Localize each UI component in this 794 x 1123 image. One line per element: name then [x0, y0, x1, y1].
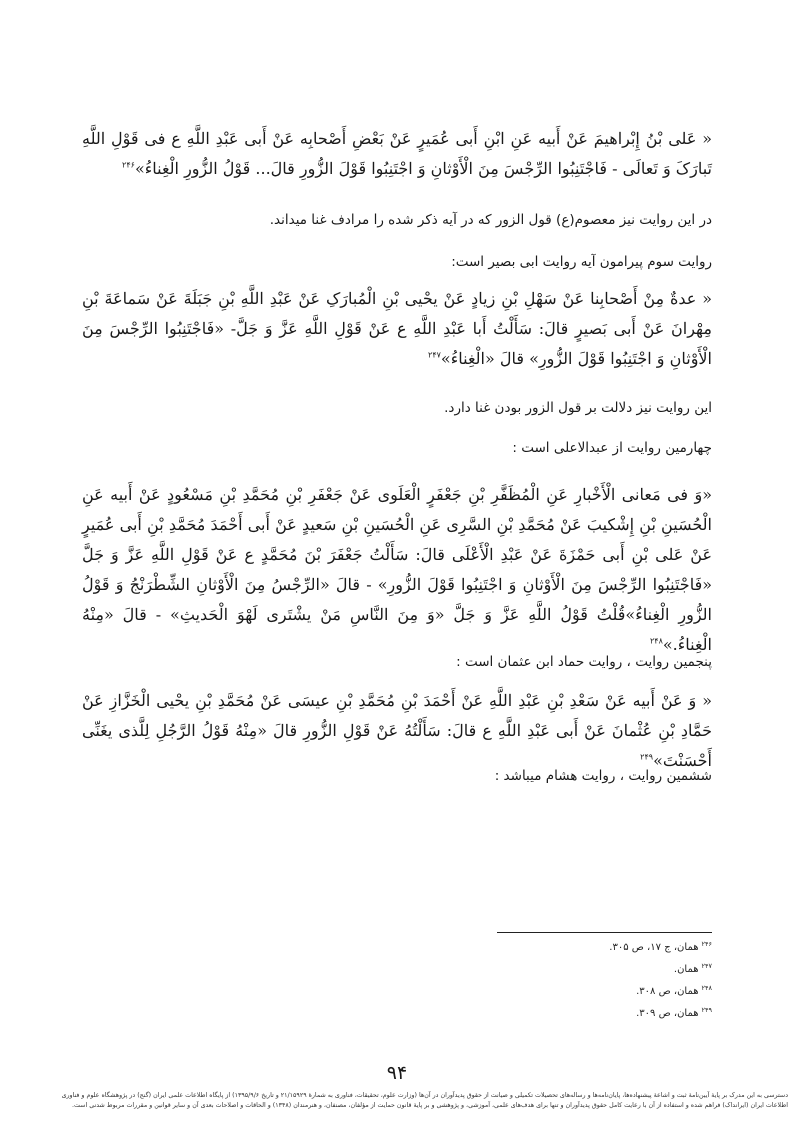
footnote-ref[interactable]: ۲۴۶ — [122, 160, 135, 170]
footnote-ref[interactable]: ۲۴۹ — [640, 752, 654, 762]
section-heading-5: پنجمین روایت ، روایت حماد ابن عثمان است : — [456, 654, 712, 670]
footnote-item: $^{۲۴۹}$همان، ص ۳۰۹. — [636, 1005, 712, 1019]
section-heading-3: روایت سوم پیرامون آیه روایت ابی بصیر است: — [451, 254, 712, 270]
hadith-paragraph-3: «وَ فی مَعانی الْأَخْبارِ عَنِ الْمُظَفَّرِ بْنِ جَعْفَرٍ الْعَلَوی عَنْ جَعْفَرِ بْنِ مُحَمَّدِ بْنِ مَسْعُودٍ عَنْ أَبیه عَنِ الْحُسَینِ بْنِ إِشْکیبَ عَنْ مُحَمَّدِ بْنِ السَّرِی عَنِ الْحُسَینِ بْنِ سَعیدٍ عَنْ أَبی أَحْمَدَ مُحَمَّدِ بْنِ أَبی عُمَیرٍ عَنْ عَلی بْنِ أَبی حَمْزَةَ عَنْ عَبْدِ الْأَعْلَی قالَ: سَأَلْتُ جَعْفَرَ بْنَ مُحَمَّدٍ ع عَنْ قَوْلِ اللَّهِ عَزَّ وَ جَلَّ «فَاجْتَنِبُوا الرِّجْسَ مِنَ الْأَوْثانِ وَ اجْتَنِبُوا قَوْلَ الزُّورِ» - قالَ «الرِّجْسُ مِنَ الْأَوْثانِ الشِّطْرَنْجُ وَ قَوْلُ الزُّورِ الْغِناءُ»قُلْتُ قَوْلُ اللَّهِ عَزَّ وَ جَلَّ «وَ مِنَ النَّاسِ مَنْ یشْتَری لَهْوَ الْحَدیثِ» - قالَ «مِنْهُ الْغِناءُ.»$^{۲۴۸}$ — [82, 485, 713, 654]
footnote-item: $^{۲۴۷}$همان. — [673, 961, 712, 975]
footnotes — [460, 938, 712, 1028]
hadith-paragraph-4: « وَ عَنْ أَبیه عَنْ سَعْدِ بْنِ عَبْدِ اللَّهِ عَنْ أَحْمَدَ بْنِ مُحَمَّدِ بْنِ عیسَی عَنْ مُحَمَّدِ بْنِ یحْیی الْخَزَّازِ عَنْ حَمَّادِ بْنِ عُثْمانَ عَنْ أَبی عَبْدِ اللَّهِ ع قالَ: سَأَلْتُهُ عَنْ قَوْلِ الزُّورِ قالَ «مِنْهُ قَوْلُ الرَّجُلِ لِلَّذی یغَنِّی أَحْسَنْتَ»$^{۲۴۹}$ — [82, 691, 712, 770]
commentary-paragraph-1: در این روایت نیز معصوم(ع) قول الزور که در آیه ذکر شده را مرادف غنا میداند. — [269, 212, 712, 228]
footnote-item: $^{۲۴۶}$همان، ج ۱۷، ص ۳۰۵. — [609, 939, 712, 953]
footnote-separator — [497, 932, 712, 933]
footnote-item: $^{۲۴۸}$همان، ص ۳۰۸. — [636, 983, 712, 997]
section-heading-4: چهارمین روایت از عبدالاعلی است : — [512, 440, 712, 456]
commentary-paragraph-2: این روایت نیز دلالت بر قول الزور بودن غنا دارد. — [444, 400, 712, 416]
copyright-footer — [6, 1091, 788, 1111]
footer-line: اطلاعات ایران (ایرانداک) فراهم شده و استفاده از آن با رعایت کامل حقوق پدیدآوران و تنها برای هدف‌های علمی، آموزشی، و پژوهشی و بر پایهٔ قانون حمایت از مؤلفان، مصنفان، و هنرمندان (۱۳۴۸) و الحاقات و اصلاحات بعدی آن و سایر قوانین و مقررات مربوط شدنی است. — [72, 1102, 788, 1109]
footnote-ref[interactable]: ۲۴۸ — [649, 636, 663, 646]
section-heading-6: ششمین روایت ، روایت هشام میباشد : — [494, 768, 712, 784]
page-number: ۹۴ — [386, 1062, 408, 1084]
hadith-paragraph-2: « عدةٌ مِنْ أَصْحابِنا عَنْ سَهْلِ بْنِ زیادٍ عَنْ یحْیی بْنِ الْمُبارَکِ عَنْ عَبْدِ اللَّهِ بْنِ جَبَلَةَ عَنْ سَماعَةَ بْنِ مِهْرانَ عَنْ أَبی بَصیرٍ قالَ: سَأَلْتُ أَبا عَبْدِ اللَّهِ ع عَنْ قَوْلِ اللَّهِ عَزَّ وَ جَلَّ- «فَاجْتَنِبُوا الرِّجْسَ مِنَ الْأَوْثانِ وَ اجْتَنِبُوا قَوْلَ الزُّورِ» قالَ «الْغِناءُ»$^{۲۴۷}$ — [82, 289, 712, 368]
hadith-paragraph-1: « عَلی بْنُ إِبْراهیمَ عَنْ أَبیه عَنِ ابْنِ أَبی عُمَیرٍ عَنْ بَعْضِ أَصْحابِه عَنْ أَبی عَبْدِ اللَّهِ ع فی قَوْلِ اللَّهِ تَبارَکَ وَ تَعالَی - فَاجْتَنِبُوا الرِّجْسَ مِنَ الْأَوْثانِ وَ اجْتَنِبُوا قَوْلَ الزُّورِ قالَ... قَوْلُ الزُّورِ الْغِناءُ»$^{۲۴۶}$ — [82, 129, 713, 178]
footnote-ref[interactable]: ۲۴۷ — [428, 350, 441, 360]
footer-line: دسترسی به این مدرک بر پایهٔ آیین‌نامهٔ ثبت و اشاعهٔ پیشنهاده‌ها، پایان‌نامه‌ها و رساله‌های تحصیلات تکمیلی و صیانت از حقوق پدیدآوران در آن‌ها (وزارت علوم، تحقیقات، فناوری به شمارهٔ ۲۱/۱۵۹۲۹ و تاریخ ۱۳۹۵/۹/۶) از پایگاه اطلاعات علمی ایران (گنج) در پژوهشگاه علوم و فناوری — [61, 1092, 788, 1099]
